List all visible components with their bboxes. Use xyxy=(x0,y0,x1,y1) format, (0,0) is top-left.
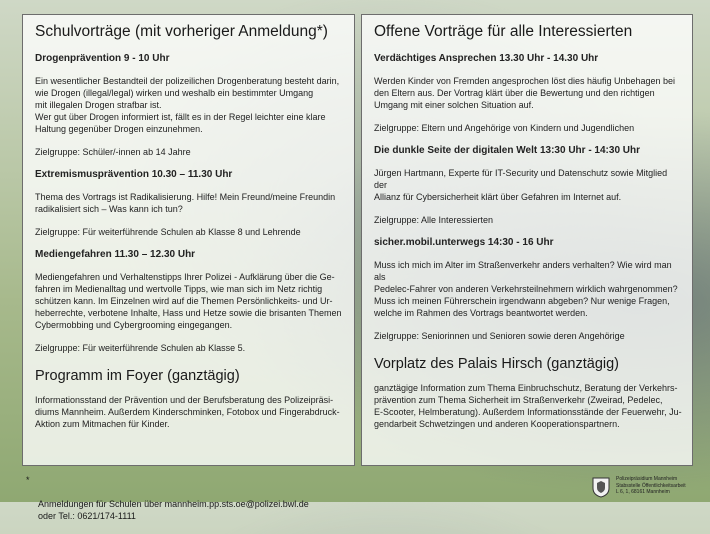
mediengefahren-heading: Mediengefahren 11.30 – 12.30 Uhr xyxy=(35,249,196,260)
verdaechtiges-ansprechen-heading: Verdächtiges Ansprechen 13.30 Uhr - 14.30 Uhr xyxy=(374,53,599,64)
left-panel-title: Schulvorträge (mit vorheriger Anmeldung*) xyxy=(35,23,328,40)
sicher-mobil-unterwegs-heading: sicher.mobil.unterwegs 14:30 - 16 Uhr xyxy=(374,237,554,248)
police-logo xyxy=(592,474,708,500)
sicher-mobil-unterwegs-text: Muss ich mich im Alter im Straßenverkehr anders verhalten? Wie wird man als Pedelec-Fahrer von anderen Verkehrsteilnehmern wirklich wahrgenommen? Muss ich meinen Führerschein irgendwann abgeben? Nur wenige Fragen, welche im Rahmen des Vortrags beantwortet werden. xyxy=(374,260,678,318)
drogenpraevention-heading: Drogenprävention 9 - 10 Uhr xyxy=(35,53,170,64)
digitale-welt-heading: Die dunkle Seite der digitalen Welt 13:30 Uhr - 14:30 Uhr xyxy=(374,145,641,156)
right-panel-title: Offene Vorträge für alle Interessierten xyxy=(374,23,633,40)
left-panel xyxy=(22,14,355,466)
extremismuspraevention-audience: Zielgruppe: Für weiterführende Schulen ab Klasse 8 und Lehrende xyxy=(35,227,301,237)
vorplatz-title: Vorplatz des Palais Hirsch (ganztägig) xyxy=(374,356,620,372)
footnote-text: Anmeldungen für Schulen über mannheim.pp.sts.oe@polizei.bwl.de oder Tel.: 0621/174-1111 xyxy=(38,499,309,521)
logo-text: Polizeipräsidium Mannheim Stabsstelle Öffentlichkeitsarbeit L 6, 1, 68161 Mannheim xyxy=(616,476,686,495)
mediengefahren-text: Mediengefahren und Verhaltenstipps Ihrer Polizei - Aufklärung über die Ge- fahren im Medienalltag und wertvolle Tipps, wie man sich im Netz richtig schützen kann. Im Einzelnen wird auf die Themen Persönlichkeits- und Ur- heberrechte, verbotene Inhalte, Hass und Hetze sowie die brisanten Themen Cybermobbing und Cybergrooming eingegangen. xyxy=(35,272,342,330)
right-panel xyxy=(361,14,693,466)
extremismuspraevention-heading: Extremismusprävention 10.30 – 11.30 Uhr xyxy=(35,169,233,180)
foyer-title: Programm im Foyer (ganztägig) xyxy=(35,368,240,384)
extremismuspraevention-text: Thema des Vortrags ist Radikalisierung. Hilfe! Mein Freund/meine Freundin radikalisiert sich – Was kann ich tun? xyxy=(35,192,336,214)
verdaechtiges-ansprechen-audience: Zielgruppe: Eltern und Angehörige von Kindern und Jugendlichen xyxy=(374,123,635,133)
mediengefahren-audience: Zielgruppe: Für weiterführende Schulen ab Klasse 5. xyxy=(35,343,246,353)
verdaechtiges-ansprechen-text: Werden Kinder von Fremden angesprochen löst dies häufig Unbehagen bei den Eltern aus. Der Vortrag klärt über die Bewertung und den richtigen Umgang mit einer solchen Situation auf. xyxy=(374,76,676,110)
digitale-welt-audience: Zielgruppe: Alle Interessierten xyxy=(374,215,494,225)
vorplatz-text: ganztägige Information zum Thema Einbruchschutz, Beratung der Verkehrs- prävention zum Thema Sicherheit im Straßenverkehr (Zweirad, Pedelec, E-Scooter, Helmberatung). Außerdem Informationsstände der Feuerwehr, Ju- gendarbeit Schwetzingen und anderen Kooperationspartnern. xyxy=(374,383,682,429)
registration-footnote xyxy=(28,474,309,534)
drogenpraevention-text: Ein wesentlicher Bestandteil der polizeilichen Drogenberatung besteht darin, wie Drogen (illegal/legal) wirken und weshalb ein bestimmter Umgang mit illegalen Drogen strafbar ist. Wer gut über Drogen informiert ist, fällt es in der Regel leichter eine klare Haltung gegenüber Drogen einzunehmen. xyxy=(35,76,340,134)
drogenpraevention-audience: Zielgruppe: Schüler/-innen ab 14 Jahre xyxy=(35,147,191,157)
police-seal-icon xyxy=(592,476,610,498)
footnote-asterisk: * xyxy=(26,475,30,485)
sicher-mobil-unterwegs-audience: Zielgruppe: Seniorinnen und Senioren sowie deren Angehörige xyxy=(374,331,625,341)
foyer-text: Informationsstand der Prävention und der Berufsberatung des Polizeipräsi- diums Mannheim. Außerdem Kinderschminken, Fotobox und Fingerabdruck- Aktion zum Mitmachen für Kinder. xyxy=(35,395,340,429)
digitale-welt-text: Jürgen Hartmann, Experte für IT-Security und Datenschutz sowie Mitglied der Allianz für Cybersicherheit klärt über Gefahren im Internet auf. xyxy=(374,168,668,202)
